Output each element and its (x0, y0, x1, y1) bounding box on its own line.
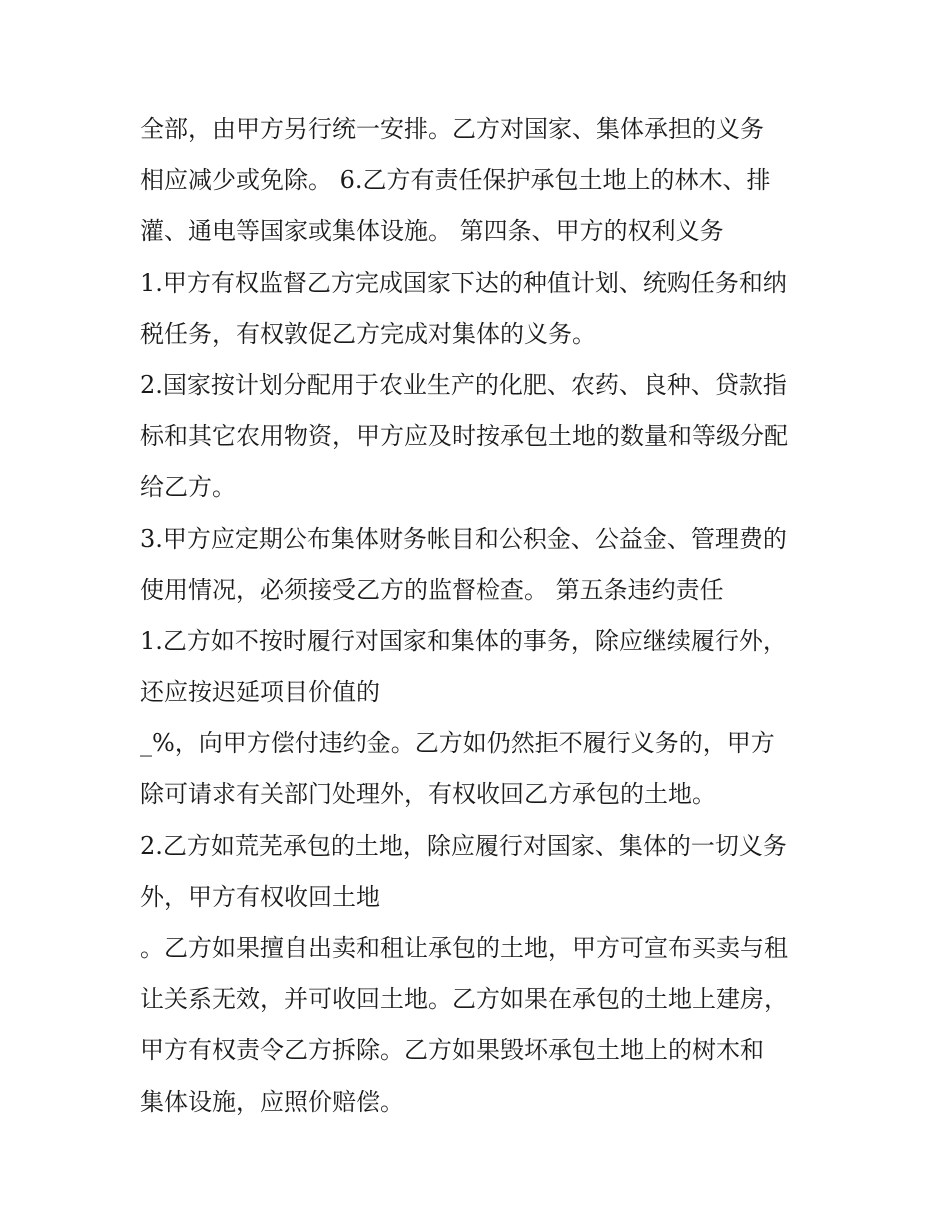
text-line: 除可请求有关部门处理外，有权收回乙方承包的土地。 (140, 780, 716, 809)
text-line: 甲方有权责令乙方拆除。乙方如果毁坏承包土地上的树木和 (140, 1036, 764, 1065)
text-line: 3.甲方应定期公布集体财务帐目和公积金、公益金、管理费的 (140, 524, 787, 553)
text-line: _%，向甲方偿付违约金。乙方如仍然拒不履行义务的，甲方 (140, 729, 775, 758)
text-line: 给乙方。 (140, 473, 236, 502)
text-line: 集体设施，应照价赔偿。 (140, 1087, 404, 1116)
text-line: 1.甲方有权监督乙方完成国家下达的种值计划、统购任务和纳 (140, 268, 787, 297)
text-line: 灌、通电等国家或集体设施。 第四条、甲方的权利义务 (140, 217, 724, 246)
text-line: 标和其它农用物资，甲方应及时按承包土地的数量和等级分配 (140, 422, 788, 451)
document-body (140, 104, 820, 1128)
text-line: 相应减少或免除。 6.乙方有责任保护承包土地上的林木、排 (140, 166, 771, 195)
text-line: 税任务，有权敦促乙方完成对集体的义务。 (140, 319, 596, 348)
text-line: 让关系无效，并可收回土地。乙方如果在承包的土地上建房， (140, 985, 788, 1014)
text-line: 2.国家按计划分配用于农业生产的化肥、农药、良种、贷款指 (140, 370, 787, 399)
text-line: 还应按迟延项目价值的 (140, 678, 380, 707)
text-line: 外，甲方有权收回土地 (140, 882, 380, 911)
text-line: 全部，由甲方另行统一安排。乙方对国家、集体承担的义务 (140, 115, 764, 143)
text-line: 。乙方如果擅自出卖和租让承包的土地，甲方可宣布买卖与租 (140, 934, 788, 962)
text-line: 2.乙方如荒芜承包的土地，除应履行对国家、集体的一切义务 (140, 831, 787, 860)
text-line: 使用情况，必须接受乙方的监督检查。 第五条违约责任 (140, 575, 724, 604)
text-line: 1.乙方如不按时履行对国家和集体的事务，除应继续履行外， (140, 626, 787, 655)
